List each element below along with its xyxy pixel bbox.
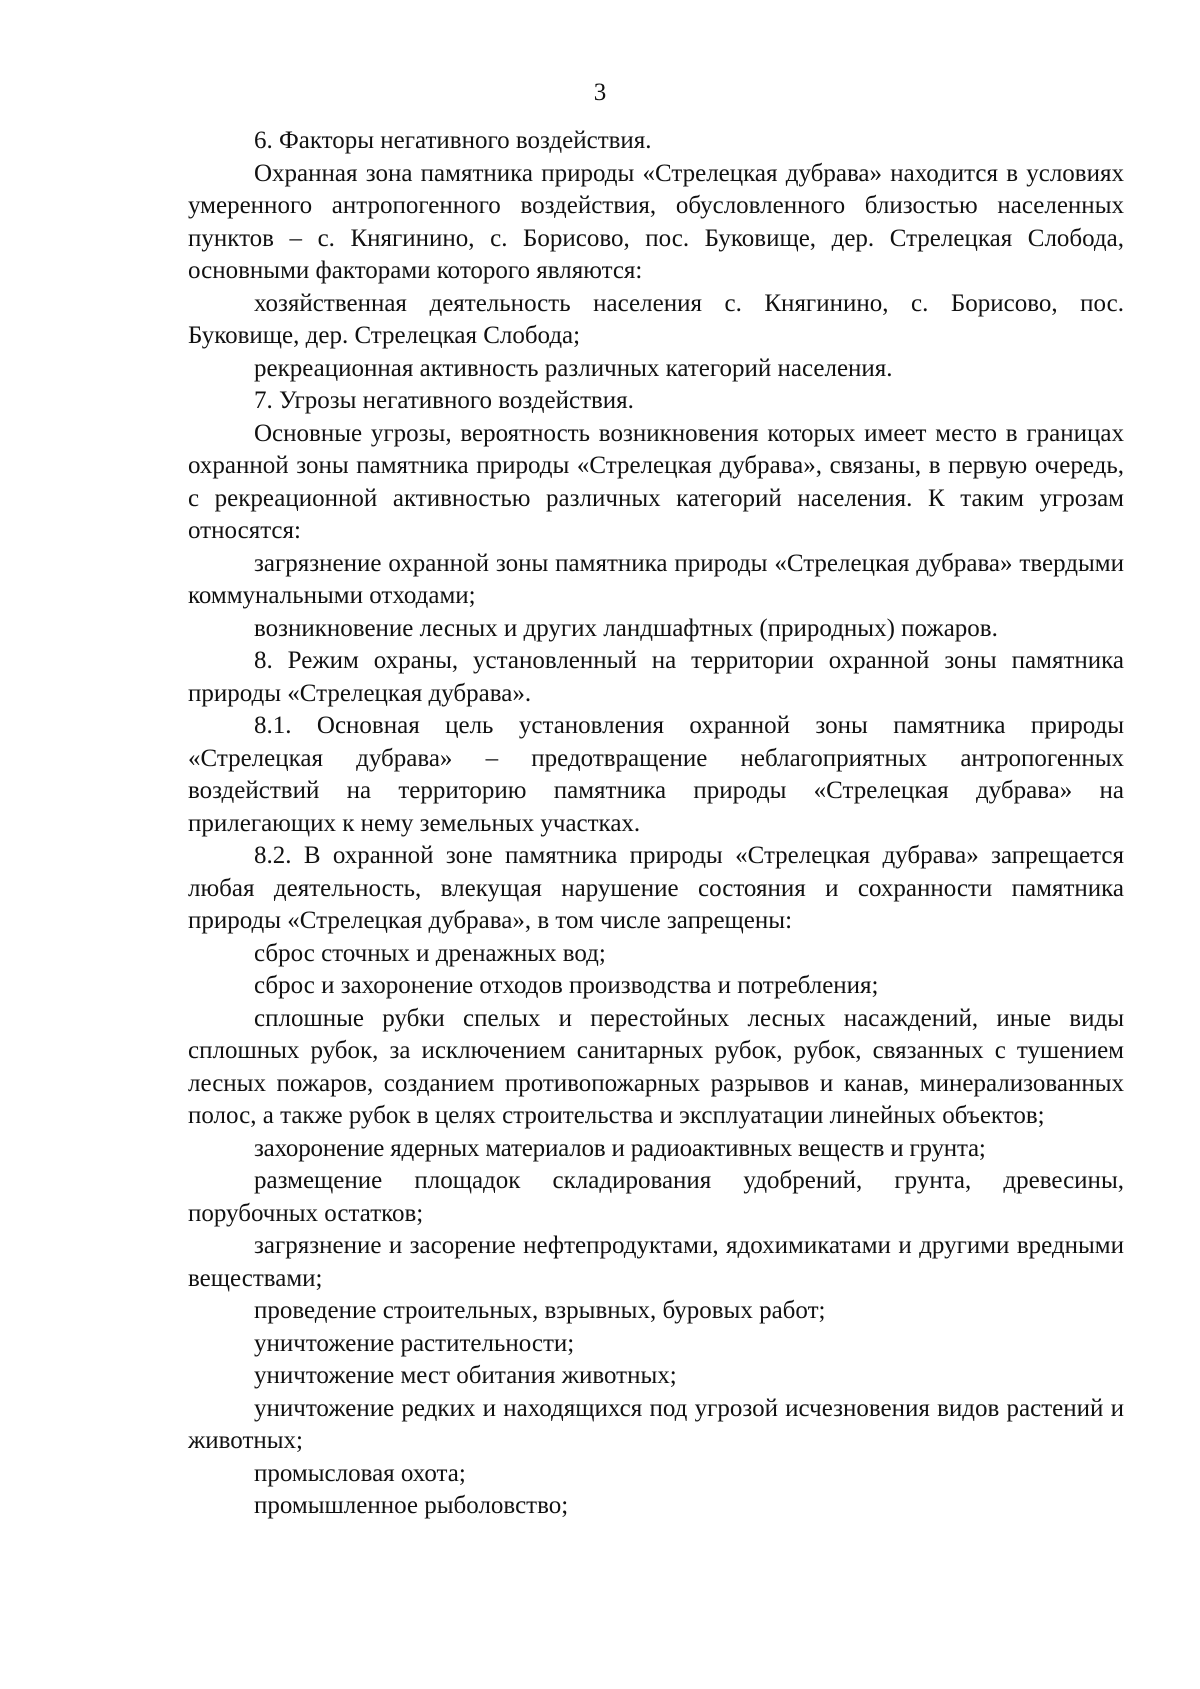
document-body: [188, 125, 1124, 1523]
list-item: проведение строительных, взрывных, буровых работ;: [254, 1297, 826, 1324]
list-item: загрязнение и засорение нефтепродуктами, ядохимикатами и другими вредными веществами;: [188, 1232, 1124, 1292]
list-item: сброс и захоронение отходов производства и потребления;: [254, 972, 879, 999]
list-item: уничтожение растительности;: [254, 1329, 575, 1357]
paragraph-8-1: 8.1. Основная цель установления охранной зоны памятника природы «Стрелецкая дубрава» – предотвращение неблагоприятных антропогенных воздействий на территорию памятника природы «Стрелецкая дубрава» на прилегающих к нему земельных участках.: [188, 712, 1124, 837]
list-item: загрязнение охранной зоны памятника природы «Стрелецкая дубрава» твердыми коммунальными отходами;: [188, 549, 1124, 609]
list-item: сплошные рубки спелых и перестойных лесных насаждений, иные виды сплошных рубок, за исключением санитарных рубок, рубок, связанных с тушением лесных пожаров, созданием противопожарных разрывов и канав, минерализованных полос, а также рубок в целях строительства и эксплуатации линейных объектов;: [188, 1004, 1124, 1129]
list-item: уничтожение мест обитания животных;: [254, 1362, 677, 1389]
list-item: уничтожение редких и находящихся под угрозой исчезновения видов растений и животных;: [188, 1394, 1124, 1454]
list-item: захоронение ядерных материалов и радиоактивных веществ и грунта;: [254, 1134, 986, 1162]
section-heading-6: 6. Факторы негативного воздействия.: [254, 127, 652, 154]
list-item: промысловая охота;: [254, 1459, 466, 1487]
list-item: хозяйственная деятельность населения с. Княгинино, с. Борисово, пос. Буковище, дер. Стрелецкая Слобода;: [188, 289, 1124, 349]
paragraph-8-2: 8.2. В охранной зоне памятника природы «Стрелецкая дубрава» запрещается любая деятельность, влекущая нарушение состояния и сохранности памятника природы «Стрелецкая дубрава», в том числе запрещены:: [188, 842, 1124, 934]
list-item: размещение площадок складирования удобрений, грунта, древесины, порубочных остатков;: [188, 1167, 1124, 1227]
page-number: 3: [593, 79, 607, 106]
list-item: рекреационная активность различных категорий населения.: [254, 354, 893, 382]
list-item: сброс сточных и дренажных вод;: [254, 939, 606, 967]
section-heading-7: 7. Угрозы негативного воздействия.: [254, 387, 634, 414]
section-heading-8: 8. Режим охраны, установленный на территории охранной зоны памятника природы «Стрелецкая дубрава».: [188, 647, 1124, 707]
list-item: промышленное рыболовство;: [254, 1492, 569, 1519]
paragraph: Основные угрозы, вероятность возникновения которых имеет место в границах охранной зоны памятника природы «Стрелецкая дубрава», связаны, в первую очередь, с рекреационной активностью различных категорий населения. К таким угрозам относятся:: [188, 419, 1124, 544]
list-item: возникновение лесных и других ландшафтных (природных) пожаров.: [254, 614, 998, 642]
paragraph: Охранная зона памятника природы «Стрелецкая дубрава» находится в условиях умеренного антропогенного воздействия, обусловленного близостью населенных пунктов – с. Княгинино, с. Борисово, пос. Буковище, дер. Стрелецкая Слобода, основными факторами которого являются:: [188, 159, 1124, 284]
